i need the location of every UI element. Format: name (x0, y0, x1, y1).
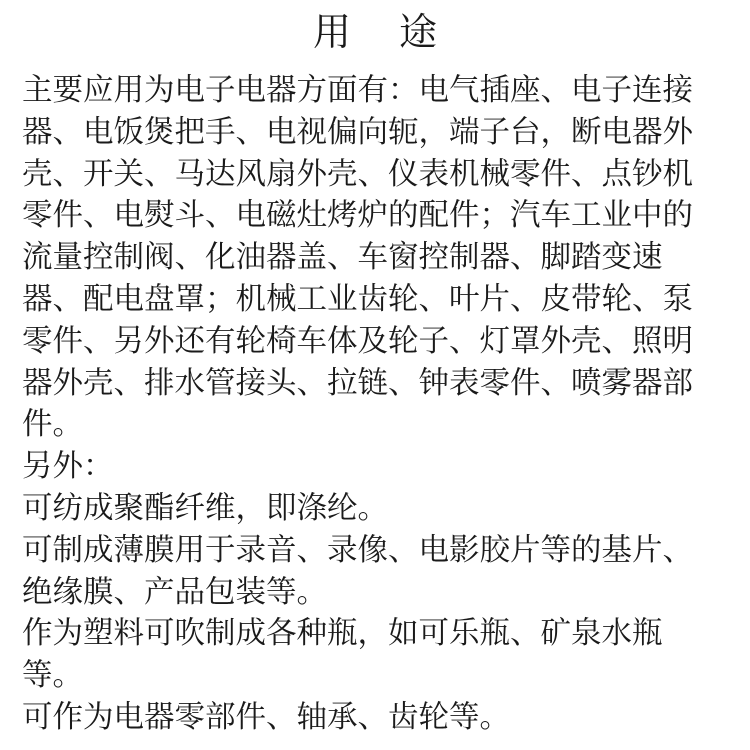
paragraph-bottles: 作为塑料可吹制成各种瓶，如可乐瓶、矿泉水瓶等。 (22, 616, 663, 694)
paragraph-additionally-heading: 另外： (22, 449, 114, 485)
paragraph-electrical-parts: 可作为电器零部件、轴承、齿轮等。 (22, 699, 510, 735)
paragraph-fiber: 可纺成聚酯纤维，即涤纶。 (22, 490, 388, 526)
page-title: 用 途 (312, 10, 456, 54)
document-body (22, 70, 722, 739)
paragraph-film: 可制成薄膜用于录音、录像、电影胶片等的基片、绝缘膜、产品包装等。 (22, 532, 693, 610)
paragraph-applications: 主要应用为电子电器方面有：电气插座、电子连接器、电饭煲把手、电视偏向轭，端子台，断电器外壳、开关、马达风扇外壳、仪表机械零件、点钞机零件、电熨斗、电磁灶烤炉的配件；汽车工业中的流量控制阀、化油器盖、车窗控制器、脚踏变速器、配电盘罩；机械工业齿轮、叶片、皮带轮、泵零件、另外还有轮椅车体及轮子、灯罩外壳、照明器外壳、排水管接头、拉链、钟表零件、喷雾器部件。 (22, 73, 693, 443)
